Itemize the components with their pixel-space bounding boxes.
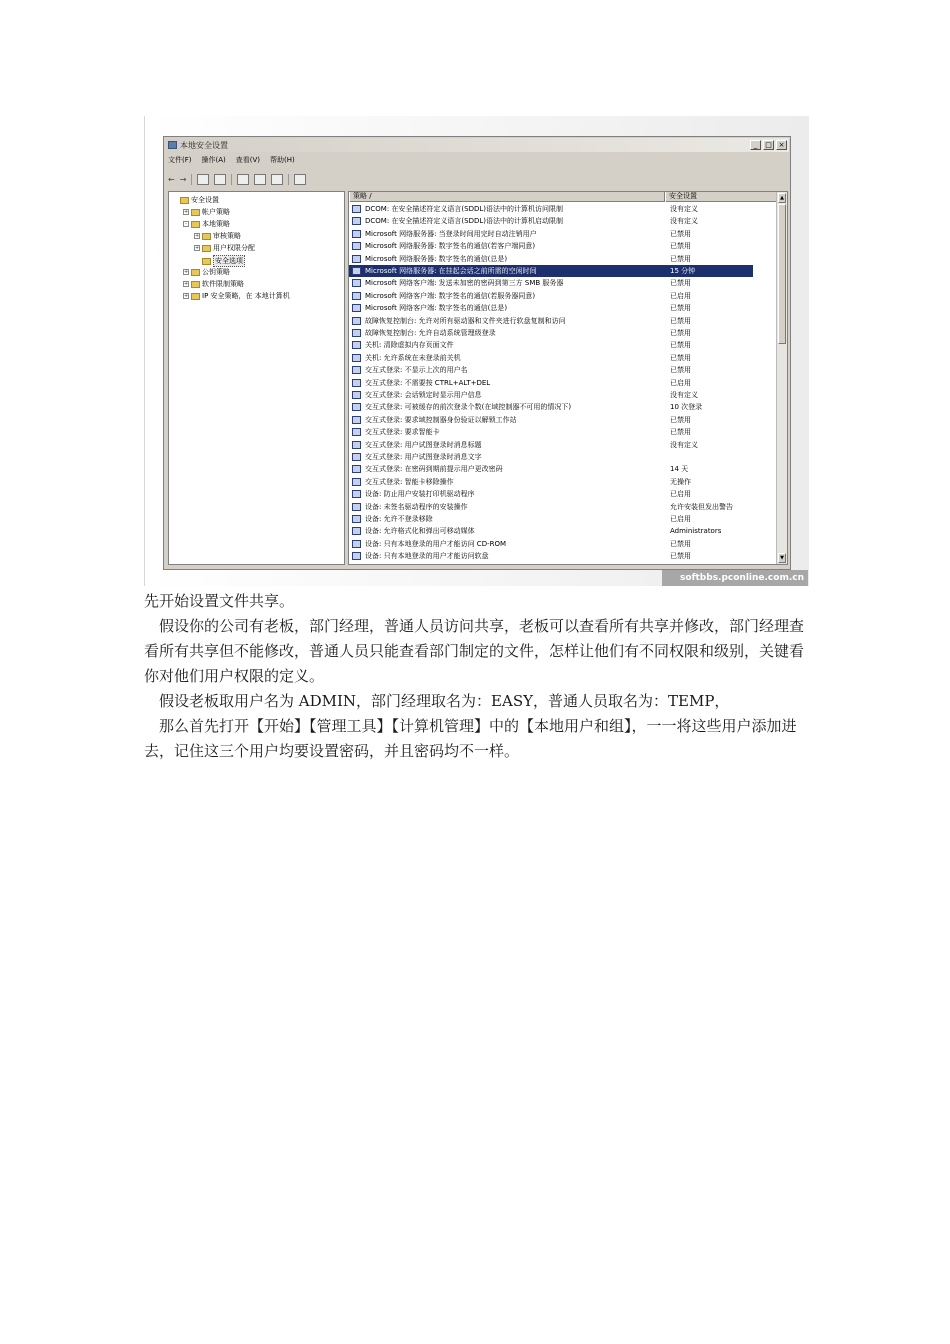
folder-icon [202,233,211,240]
local-security-settings-window [163,136,791,570]
toolbar [168,172,306,186]
folder-icon [191,293,200,300]
policy-setting: 已禁用 [670,316,691,325]
policy-setting: 已禁用 [670,552,691,561]
tree-item[interactable] [172,195,219,205]
policy-name: 故障恢复控制台: 允许对所有驱动器和文件夹进行软盘复制和访问 [365,316,566,325]
policy-row[interactable] [349,315,753,327]
paragraph-intro: 先开始设置文件共享。 [144,592,295,610]
tree-item-label: 用户权限分配 [213,244,255,252]
policy-setting: 已禁用 [670,279,691,288]
paragraph-instructions: 那么首先打开【开始】【管理工具】【计算机管理】中的【本地用户和组】，一一将这些用户添加进去，记住这三个用户均要设置密码，并且密码均不一样。 [144,717,797,760]
tree-item[interactable] [183,267,230,277]
menu-view[interactable]: 查看(V) [235,156,261,164]
toolbar-separator [191,174,192,185]
policy-row[interactable] [349,277,753,289]
paragraph-usernames: 假设老板取用户名为 ADMIN，部门经理取名为：EASY，普通人员取名为：TEMP， [159,692,730,710]
vertical-scrollbar[interactable] [776,192,787,564]
policy-name: 交互式登录: 智能卡移除操作 [365,477,454,486]
policy-setting: 已禁用 [670,229,691,238]
policy-name: 关机: 允许系统在未登录前关机 [365,353,461,362]
policy-row[interactable] [349,501,753,513]
policy-row[interactable] [349,352,753,364]
expand-toggle-icon[interactable]: + [195,245,200,251]
policy-row[interactable] [349,364,753,376]
properties-icon[interactable] [254,174,266,185]
policy-icon [352,217,361,225]
policy-row[interactable] [349,265,753,277]
policy-name: 交互式登录: 不显示上次的用户名 [365,366,468,375]
tree-item-label: IP 安全策略，在 本地计算机 [202,292,290,300]
tree-item-label: 安全选项 [215,257,243,265]
tree-item[interactable] [194,243,255,253]
scroll-up-icon[interactable]: ▲ [778,193,786,203]
policy-setting: 14 天 [670,465,689,474]
tree-item[interactable] [194,231,241,241]
policy-icon [352,453,361,461]
show-hide-tree-icon[interactable] [214,174,226,185]
forward-arrow-icon[interactable]: → [179,174,187,184]
policy-setting: 已禁用 [670,415,691,424]
tree-item[interactable] [194,255,245,267]
policy-icon [352,329,361,337]
policy-setting: 已启用 [670,378,691,387]
policy-row[interactable] [349,451,753,463]
expand-toggle-icon[interactable]: + [184,269,189,275]
policy-name: Microsoft 网络客户端: 数字签名的通信(总是) [365,304,508,313]
policy-icon [352,465,361,473]
policy-name: 设备: 允许不登录移除 [365,515,433,523]
policy-icon [352,490,361,498]
policy-icon [352,242,361,250]
policy-name: Microsoft 网络服务器: 数字签名的通信(若客户端同意) [365,242,536,251]
policy-icon [352,379,361,387]
tree-item-label: 本地策略 [202,220,230,228]
policy-name: DCOM: 在安全描述符定义语言(SDDL)语法中的计算机启动限制 [365,217,563,226]
export-list-icon[interactable] [271,174,283,185]
policy-name: Microsoft 网络客户端: 发送未加密的密码到第三方 SMB 服务器 [365,279,564,288]
expand-toggle-icon[interactable]: + [184,281,189,287]
folder-icon [180,197,189,204]
policy-row[interactable] [349,525,753,537]
policy-row[interactable] [349,389,753,401]
toolbar-separator [288,174,289,185]
policy-setting: 已禁用 [670,353,691,362]
policy-row[interactable] [349,228,753,240]
policy-row[interactable] [349,302,753,314]
policy-name: 交互式登录: 不需要按 CTRL+ALT+DEL [365,378,491,387]
policy-name: 关机: 清除虚拟内存页面文件 [365,341,454,350]
policy-name: 设备: 未签名驱动程序的安装操作 [365,502,468,511]
policy-name: 交互式登录: 会话锁定时显示用户信息 [365,391,482,399]
policy-name: 交互式登录: 用户试图登录时消息标题 [365,440,482,449]
expand-toggle-icon[interactable]: + [184,293,189,299]
policy-name: 设备: 防止用户安装打印机驱动程序 [365,490,475,499]
policy-row[interactable] [349,401,753,413]
policy-icon [352,292,361,300]
policy-row[interactable] [349,426,753,438]
policy-name: Microsoft 网络客户端: 数字签名的通信(若服务器同意) [365,291,536,300]
app-icon [168,141,177,149]
tree-item[interactable] [183,291,290,301]
folder-icon [191,281,200,288]
policy-setting: 没有定义 [670,440,698,449]
policy-setting: 没有定义 [670,217,698,226]
tree-item-label: 帐户策略 [202,208,230,216]
policy-setting: 10 次登录 [670,403,703,412]
policy-setting: 已禁用 [670,254,691,263]
policy-setting: 已禁用 [670,428,691,437]
policy-icon [352,416,361,424]
policy-icon [352,441,361,449]
paragraph-scenario: 假设你的公司有老板，部门经理，普通人员访问共享，老板可以查看所有共享并修改，部门经理查看所有共享但不能修改，普通人员只能查看部门制定的文件，怎样让他们有不同权限和级别，关键看你对他们用户权限的定义。 [144,617,805,685]
tree-item-label: 软件限制策略 [202,280,244,288]
policy-name: 交互式登录: 可被缓存的前次登录个数(在域控制器不可用的情况下) [365,403,572,412]
tree-item-label: 公钥策略 [202,268,230,276]
list-header [349,192,777,202]
folder-icon [202,258,211,265]
policy-setting: 允许安装但发出警告 [670,502,733,511]
policy-row[interactable] [349,339,753,351]
tree-item-label: 审核策略 [213,232,241,240]
policy-setting: 已禁用 [670,304,691,313]
policy-icon [352,366,361,374]
menu-action[interactable]: 操作(A) [201,156,226,164]
policy-name: 设备: 只有本地登录的用户才能访问 CD-ROM [365,539,507,548]
expand-toggle-icon[interactable]: + [184,209,189,215]
policy-icon [352,515,361,523]
menu-help[interactable]: 帮助(H) [270,156,295,164]
folder-icon [191,221,200,228]
policy-name: Microsoft 网络服务器: 在挂起会话之前所需的空闲时间 [365,267,537,275]
column-header-setting[interactable]: 安全设置 [665,192,777,202]
screenshot-figure [144,116,808,586]
policy-name: 交互式登录: 要求域控制器身份验证以解锁工作站 [365,415,517,424]
policy-setting: 已启用 [670,291,691,300]
policy-row[interactable] [349,414,753,426]
policy-icon [352,478,361,486]
close-button[interactable]: × [776,140,787,150]
policy-icon [352,341,361,349]
policy-setting: 没有定义 [670,391,698,399]
policy-name: Microsoft 网络服务器: 当登录时间用完时自动注销用户 [365,229,537,238]
policy-icon [352,428,361,436]
watermark: softbbs.pconline.com.cn [662,570,808,586]
maximize-button[interactable]: □ [763,140,774,150]
title-bar[interactable] [165,138,789,152]
policy-setting: 已启用 [670,515,691,523]
folder-icon [191,269,200,276]
tree-item[interactable] [183,279,244,289]
console-tree [168,191,345,565]
up-level-icon[interactable] [197,174,209,185]
policy-icon [352,205,361,213]
policy-row[interactable] [349,253,753,265]
policy-name: 设备: 允许格式化和弹出可移动媒体 [365,527,475,536]
scroll-down-icon[interactable]: ▼ [778,553,786,563]
policy-row[interactable] [349,377,753,389]
policy-icon [352,317,361,325]
policy-row[interactable] [349,550,753,562]
column-header-policy[interactable]: 策略 / [349,192,665,202]
policy-list [348,191,788,565]
policy-icon [352,403,361,411]
back-arrow-icon[interactable]: ← [168,174,175,184]
menu-bar [168,155,295,167]
policy-name: 交互式登录: 用户试图登录时消息文字 [365,453,482,461]
policy-setting: 没有定义 [670,205,698,213]
tree-item[interactable] [183,207,230,217]
expand-toggle-icon[interactable]: - [183,221,189,227]
policy-row[interactable] [349,290,753,302]
policy-setting: 已禁用 [670,242,691,251]
policy-name: 故障恢复控制台: 允许自动系统管理级登录 [365,329,496,337]
policy-name: DCOM: 在安全描述符定义语言(SDDL)语法中的计算机访问限制 [365,205,563,213]
policy-row[interactable] [349,463,753,475]
policy-icon [352,230,361,238]
policy-row[interactable] [349,240,753,252]
policy-setting: Administrators [670,527,722,536]
policy-setting: 已禁用 [670,329,691,337]
scroll-thumb[interactable] [778,204,786,344]
policy-icon [352,304,361,312]
folder-icon [191,209,200,216]
policy-row[interactable] [349,488,753,500]
policy-icon [352,527,361,535]
policy-setting: 已禁用 [670,341,691,350]
policy-icon [352,267,361,275]
menu-file[interactable]: 文件(F) [168,156,192,164]
policy-setting: 已启用 [670,490,691,499]
policy-name: 设备: 只有本地登录的用户才能访问软盘 [365,552,489,561]
policy-name: Microsoft 网络服务器: 数字签名的通信(总是) [365,254,508,263]
tree-item-label: 安全设置 [191,196,219,204]
expand-toggle-icon[interactable]: + [195,233,200,239]
help-icon[interactable] [294,174,306,185]
minimize-button[interactable]: _ [750,140,761,150]
policy-row[interactable] [349,327,753,339]
policy-setting: 已禁用 [670,366,691,375]
policy-row[interactable] [349,513,753,525]
policy-row[interactable] [349,538,753,550]
policy-icon [352,354,361,362]
folder-icon [202,245,211,252]
policy-name: 交互式登录: 在密码到期前提示用户更改密码 [365,465,503,474]
policy-setting: 无操作 [670,477,691,486]
policy-setting: 15 分钟 [670,267,696,275]
policy-row[interactable] [349,215,753,227]
policy-icon [352,279,361,287]
tree-item[interactable] [183,219,230,229]
policy-icon [352,503,361,511]
policy-icon [352,255,361,263]
delete-icon[interactable] [237,174,249,185]
policy-name: 交互式登录: 要求智能卡 [365,428,440,437]
policy-row[interactable] [349,476,753,488]
policy-row[interactable] [349,203,753,215]
toolbar-separator [231,174,232,185]
policy-icon [352,391,361,399]
policy-row[interactable] [349,439,753,451]
policy-setting: 已禁用 [670,539,691,548]
policy-icon [352,540,361,548]
policy-icon [352,552,361,560]
window-title: 本地安全设置 [180,141,228,150]
